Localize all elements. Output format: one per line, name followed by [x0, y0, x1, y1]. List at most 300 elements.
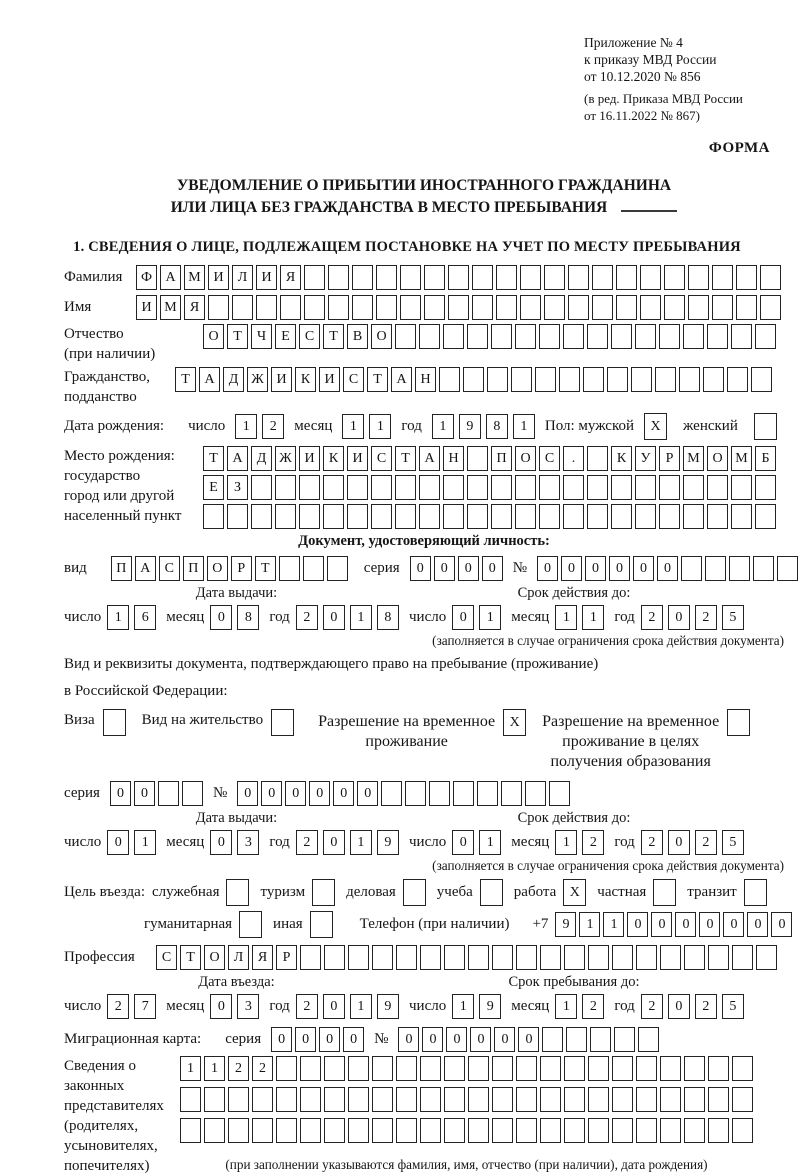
char-cell[interactable]: Я [184, 295, 205, 320]
char-cell[interactable] [347, 475, 368, 500]
char-cell[interactable] [323, 504, 344, 529]
char-cell[interactable] [540, 1118, 561, 1143]
char-cell[interactable] [251, 475, 272, 500]
char-cell[interactable] [381, 781, 402, 806]
char-cell[interactable]: 9 [479, 994, 501, 1019]
char-cell[interactable]: О [371, 324, 392, 349]
char-cell[interactable]: Н [415, 367, 436, 392]
char-cell[interactable]: 1 [603, 912, 624, 937]
char-cell[interactable]: П [111, 556, 132, 581]
char-cell[interactable] [348, 945, 369, 970]
char-cell[interactable]: 5 [722, 994, 744, 1019]
char-cell[interactable] [660, 945, 681, 970]
char-cell[interactable] [684, 1056, 705, 1081]
char-cell[interactable] [616, 295, 637, 320]
char-cell[interactable]: 0 [747, 912, 768, 937]
char-cell[interactable]: 9 [555, 912, 576, 937]
char-cell[interactable]: М [683, 446, 704, 471]
char-cell[interactable] [419, 475, 440, 500]
char-cell[interactable] [443, 504, 464, 529]
char-cell[interactable]: 0 [319, 1027, 340, 1052]
char-cell[interactable]: 2 [107, 994, 129, 1019]
char-cell[interactable]: 0 [494, 1027, 515, 1052]
char-cell[interactable]: 1 [582, 605, 604, 630]
char-cell[interactable]: Т [395, 446, 416, 471]
char-cell[interactable] [467, 446, 488, 471]
char-cell[interactable]: Р [276, 945, 297, 970]
char-cell[interactable] [300, 1118, 321, 1143]
char-cell[interactable] [372, 1118, 393, 1143]
char-cell[interactable] [424, 265, 445, 290]
char-cell[interactable] [705, 556, 726, 581]
char-cell[interactable] [405, 781, 426, 806]
char-cell[interactable]: О [515, 446, 536, 471]
char-cell[interactable]: 2 [228, 1056, 249, 1081]
char-cell[interactable] [352, 295, 373, 320]
char-cell[interactable] [760, 295, 781, 320]
char-cell[interactable] [635, 475, 656, 500]
char-cell[interactable] [516, 1118, 537, 1143]
char-cell[interactable] [612, 1056, 633, 1081]
char-cell[interactable]: 2 [296, 830, 318, 855]
char-cell[interactable] [439, 367, 460, 392]
char-cell[interactable] [348, 1118, 369, 1143]
char-cell[interactable]: 0 [771, 912, 792, 937]
char-cell[interactable] [256, 295, 277, 320]
char-cell[interactable]: О [707, 446, 728, 471]
char-cell[interactable]: А [160, 265, 181, 290]
char-cell[interactable] [327, 556, 348, 581]
char-cell[interactable] [732, 1118, 753, 1143]
char-cell[interactable]: 1 [555, 830, 577, 855]
char-cell[interactable] [683, 504, 704, 529]
char-cell[interactable] [592, 265, 613, 290]
char-cell[interactable]: 0 [295, 1027, 316, 1052]
char-cell[interactable] [732, 1087, 753, 1112]
char-cell[interactable]: Р [231, 556, 252, 581]
char-cell[interactable] [467, 475, 488, 500]
char-cell[interactable] [419, 504, 440, 529]
char-cell[interactable]: 0 [675, 912, 696, 937]
char-cell[interactable]: Н [443, 446, 464, 471]
char-cell[interactable]: 0 [271, 1027, 292, 1052]
char-cell[interactable] [587, 446, 608, 471]
char-cell[interactable]: В [347, 324, 368, 349]
char-cell[interactable] [491, 475, 512, 500]
char-cell[interactable] [396, 1087, 417, 1112]
char-cell[interactable] [659, 504, 680, 529]
char-cell[interactable] [468, 945, 489, 970]
char-cell[interactable] [566, 1027, 587, 1052]
char-cell[interactable] [684, 1118, 705, 1143]
char-cell[interactable] [400, 295, 421, 320]
char-cell[interactable]: 0 [452, 605, 474, 630]
char-cell[interactable]: С [159, 556, 180, 581]
char-cell[interactable]: Д [251, 446, 272, 471]
char-cell[interactable]: И [319, 367, 340, 392]
char-cell[interactable]: И [347, 446, 368, 471]
char-cell[interactable]: Д [223, 367, 244, 392]
char-cell[interactable] [655, 367, 676, 392]
char-cell[interactable] [444, 945, 465, 970]
char-cell[interactable] [472, 265, 493, 290]
char-cell[interactable]: К [611, 446, 632, 471]
char-cell[interactable] [611, 324, 632, 349]
char-cell[interactable] [614, 1027, 635, 1052]
char-cell[interactable]: 0 [657, 556, 678, 581]
char-cell[interactable] [612, 1087, 633, 1112]
char-cell[interactable]: 1 [342, 414, 364, 439]
char-cell[interactable] [611, 475, 632, 500]
char-cell[interactable] [777, 556, 798, 581]
char-cell[interactable] [588, 1087, 609, 1112]
char-cell[interactable] [636, 1087, 657, 1112]
char-cell[interactable]: 0 [434, 556, 455, 581]
char-cell[interactable] [754, 413, 777, 440]
char-cell[interactable]: X [563, 879, 586, 906]
char-cell[interactable] [588, 1056, 609, 1081]
char-cell[interactable] [707, 504, 728, 529]
char-cell[interactable]: 0 [210, 605, 232, 630]
char-cell[interactable]: А [391, 367, 412, 392]
char-cell[interactable] [515, 504, 536, 529]
char-cell[interactable] [753, 556, 774, 581]
char-cell[interactable] [501, 781, 522, 806]
char-cell[interactable] [516, 1056, 537, 1081]
char-cell[interactable] [751, 367, 772, 392]
char-cell[interactable]: И [299, 446, 320, 471]
char-cell[interactable] [420, 1118, 441, 1143]
char-cell[interactable]: 0 [633, 556, 654, 581]
char-cell[interactable] [468, 1118, 489, 1143]
char-cell[interactable] [348, 1056, 369, 1081]
char-cell[interactable]: С [156, 945, 177, 970]
char-cell[interactable] [744, 879, 767, 906]
char-cell[interactable] [708, 945, 729, 970]
char-cell[interactable]: 0 [585, 556, 606, 581]
char-cell[interactable]: X [644, 413, 667, 440]
char-cell[interactable] [312, 879, 335, 906]
char-cell[interactable] [477, 781, 498, 806]
char-cell[interactable]: И [136, 295, 157, 320]
char-cell[interactable]: 7 [134, 994, 156, 1019]
char-cell[interactable]: Т [203, 446, 224, 471]
char-cell[interactable] [727, 367, 748, 392]
char-cell[interactable]: 0 [609, 556, 630, 581]
char-cell[interactable]: 1 [350, 994, 372, 1019]
char-cell[interactable] [182, 781, 203, 806]
char-cell[interactable] [564, 1056, 585, 1081]
char-cell[interactable] [544, 295, 565, 320]
char-cell[interactable]: 3 [237, 994, 259, 1019]
char-cell[interactable]: 0 [343, 1027, 364, 1052]
char-cell[interactable]: О [203, 324, 224, 349]
char-cell[interactable]: И [256, 265, 277, 290]
char-cell[interactable]: М [731, 446, 752, 471]
char-cell[interactable] [542, 1027, 563, 1052]
char-cell[interactable]: Ф [136, 265, 157, 290]
char-cell[interactable] [324, 1118, 345, 1143]
char-cell[interactable] [472, 295, 493, 320]
char-cell[interactable] [708, 1118, 729, 1143]
char-cell[interactable]: 1 [579, 912, 600, 937]
char-cell[interactable] [491, 504, 512, 529]
char-cell[interactable] [703, 367, 724, 392]
char-cell[interactable] [539, 504, 560, 529]
char-cell[interactable] [372, 1056, 393, 1081]
char-cell[interactable] [540, 1056, 561, 1081]
char-cell[interactable] [419, 324, 440, 349]
char-cell[interactable] [755, 324, 776, 349]
char-cell[interactable] [487, 367, 508, 392]
char-cell[interactable] [525, 781, 546, 806]
char-cell[interactable] [492, 1056, 513, 1081]
char-cell[interactable] [653, 879, 676, 906]
char-cell[interactable] [588, 945, 609, 970]
char-cell[interactable] [395, 324, 416, 349]
char-cell[interactable]: 0 [482, 556, 503, 581]
char-cell[interactable] [729, 556, 750, 581]
char-cell[interactable] [275, 475, 296, 500]
char-cell[interactable] [347, 504, 368, 529]
char-cell[interactable]: X [503, 709, 526, 736]
char-cell[interactable] [664, 265, 685, 290]
char-cell[interactable] [684, 1087, 705, 1112]
char-cell[interactable] [592, 295, 613, 320]
char-cell[interactable] [103, 709, 126, 736]
char-cell[interactable]: С [539, 446, 560, 471]
char-cell[interactable] [516, 1087, 537, 1112]
char-cell[interactable]: 1 [452, 994, 474, 1019]
char-cell[interactable] [276, 1056, 297, 1081]
char-cell[interactable] [468, 1087, 489, 1112]
char-cell[interactable] [635, 504, 656, 529]
char-cell[interactable]: 8 [377, 605, 399, 630]
char-cell[interactable]: 6 [134, 605, 156, 630]
char-cell[interactable]: 0 [261, 781, 282, 806]
char-cell[interactable] [540, 1087, 561, 1112]
char-cell[interactable]: Я [280, 265, 301, 290]
char-cell[interactable]: 0 [357, 781, 378, 806]
char-cell[interactable] [180, 1087, 201, 1112]
char-cell[interactable] [616, 265, 637, 290]
char-cell[interactable]: 0 [668, 605, 690, 630]
char-cell[interactable]: Л [228, 945, 249, 970]
char-cell[interactable] [511, 367, 532, 392]
char-cell[interactable]: 0 [518, 1027, 539, 1052]
char-cell[interactable]: 9 [377, 830, 399, 855]
char-cell[interactable]: И [271, 367, 292, 392]
char-cell[interactable]: Т [175, 367, 196, 392]
char-cell[interactable]: 2 [252, 1056, 273, 1081]
char-cell[interactable] [371, 475, 392, 500]
char-cell[interactable]: К [295, 367, 316, 392]
char-cell[interactable] [276, 1087, 297, 1112]
char-cell[interactable]: 2 [641, 994, 663, 1019]
char-cell[interactable] [583, 367, 604, 392]
char-cell[interactable] [453, 781, 474, 806]
char-cell[interactable] [520, 265, 541, 290]
char-cell[interactable] [403, 879, 426, 906]
char-cell[interactable] [300, 1056, 321, 1081]
char-cell[interactable] [659, 475, 680, 500]
char-cell[interactable]: С [343, 367, 364, 392]
char-cell[interactable]: Е [203, 475, 224, 500]
char-cell[interactable] [736, 265, 757, 290]
char-cell[interactable] [400, 265, 421, 290]
char-cell[interactable]: 1 [555, 994, 577, 1019]
char-cell[interactable]: 5 [722, 830, 744, 855]
char-cell[interactable]: Б [755, 446, 776, 471]
char-cell[interactable] [708, 1056, 729, 1081]
char-cell[interactable]: 1 [235, 414, 257, 439]
char-cell[interactable] [688, 295, 709, 320]
char-cell[interactable]: 0 [668, 994, 690, 1019]
char-cell[interactable]: 0 [309, 781, 330, 806]
char-cell[interactable] [496, 265, 517, 290]
char-cell[interactable] [395, 475, 416, 500]
char-cell[interactable] [491, 324, 512, 349]
char-cell[interactable]: М [160, 295, 181, 320]
char-cell[interactable]: 1 [479, 605, 501, 630]
char-cell[interactable] [396, 945, 417, 970]
char-cell[interactable] [372, 945, 393, 970]
char-cell[interactable] [660, 1056, 681, 1081]
char-cell[interactable]: 1 [350, 830, 372, 855]
char-cell[interactable] [635, 324, 656, 349]
char-cell[interactable] [420, 945, 441, 970]
char-cell[interactable] [664, 295, 685, 320]
char-cell[interactable]: Л [232, 265, 253, 290]
char-cell[interactable] [683, 324, 704, 349]
char-cell[interactable]: 2 [695, 994, 717, 1019]
char-cell[interactable] [279, 556, 300, 581]
char-cell[interactable] [271, 709, 294, 736]
char-cell[interactable]: 2 [695, 605, 717, 630]
char-cell[interactable]: 0 [561, 556, 582, 581]
char-cell[interactable]: 0 [668, 830, 690, 855]
char-cell[interactable]: 0 [323, 994, 345, 1019]
char-cell[interactable]: 0 [537, 556, 558, 581]
char-cell[interactable]: 2 [296, 605, 318, 630]
char-cell[interactable] [371, 504, 392, 529]
char-cell[interactable] [252, 1118, 273, 1143]
char-cell[interactable]: 0 [237, 781, 258, 806]
char-cell[interactable] [535, 367, 556, 392]
char-cell[interactable] [180, 1118, 201, 1143]
char-cell[interactable] [496, 295, 517, 320]
char-cell[interactable]: М [184, 265, 205, 290]
char-cell[interactable]: О [204, 945, 225, 970]
char-cell[interactable] [564, 945, 585, 970]
char-cell[interactable]: 2 [582, 994, 604, 1019]
char-cell[interactable]: 0 [410, 556, 431, 581]
char-cell[interactable]: Р [659, 446, 680, 471]
char-cell[interactable] [755, 504, 776, 529]
char-cell[interactable] [732, 945, 753, 970]
char-cell[interactable]: 0 [110, 781, 131, 806]
char-cell[interactable] [396, 1056, 417, 1081]
char-cell[interactable] [640, 265, 661, 290]
char-cell[interactable] [612, 1118, 633, 1143]
char-cell[interactable] [232, 295, 253, 320]
char-cell[interactable]: 0 [446, 1027, 467, 1052]
char-cell[interactable]: А [135, 556, 156, 581]
char-cell[interactable]: З [227, 475, 248, 500]
char-cell[interactable] [310, 911, 333, 938]
char-cell[interactable] [636, 945, 657, 970]
char-cell[interactable]: 2 [641, 830, 663, 855]
char-cell[interactable] [420, 1056, 441, 1081]
char-cell[interactable]: А [227, 446, 248, 471]
char-cell[interactable] [275, 504, 296, 529]
char-cell[interactable]: 9 [377, 994, 399, 1019]
char-cell[interactable]: 0 [210, 994, 232, 1019]
char-cell[interactable] [568, 295, 589, 320]
char-cell[interactable] [467, 504, 488, 529]
char-cell[interactable] [611, 504, 632, 529]
char-cell[interactable] [636, 1118, 657, 1143]
char-cell[interactable]: Т [367, 367, 388, 392]
char-cell[interactable]: 0 [723, 912, 744, 937]
char-cell[interactable]: Ч [251, 324, 272, 349]
char-cell[interactable]: 0 [452, 830, 474, 855]
char-cell[interactable] [563, 475, 584, 500]
char-cell[interactable] [328, 265, 349, 290]
char-cell[interactable] [760, 265, 781, 290]
char-cell[interactable]: У [635, 446, 656, 471]
char-cell[interactable]: 2 [582, 830, 604, 855]
char-cell[interactable]: С [371, 446, 392, 471]
char-cell[interactable] [468, 1056, 489, 1081]
char-cell[interactable] [708, 1087, 729, 1112]
char-cell[interactable] [756, 945, 777, 970]
char-cell[interactable] [299, 504, 320, 529]
char-cell[interactable]: 1 [479, 830, 501, 855]
char-cell[interactable] [444, 1118, 465, 1143]
char-cell[interactable] [251, 504, 272, 529]
char-cell[interactable] [448, 265, 469, 290]
char-cell[interactable]: 2 [641, 605, 663, 630]
char-cell[interactable] [396, 1118, 417, 1143]
char-cell[interactable] [736, 295, 757, 320]
char-cell[interactable] [732, 1056, 753, 1081]
char-cell[interactable] [688, 265, 709, 290]
char-cell[interactable]: П [183, 556, 204, 581]
char-cell[interactable] [352, 265, 373, 290]
char-cell[interactable]: 0 [285, 781, 306, 806]
char-cell[interactable] [492, 1118, 513, 1143]
char-cell[interactable] [707, 324, 728, 349]
char-cell[interactable] [467, 324, 488, 349]
char-cell[interactable]: К [323, 446, 344, 471]
char-cell[interactable] [539, 475, 560, 500]
char-cell[interactable]: Т [180, 945, 201, 970]
char-cell[interactable]: 1 [107, 605, 129, 630]
char-cell[interactable] [463, 367, 484, 392]
char-cell[interactable]: Ж [247, 367, 268, 392]
char-cell[interactable] [376, 265, 397, 290]
char-cell[interactable]: 0 [107, 830, 129, 855]
char-cell[interactable] [520, 295, 541, 320]
char-cell[interactable] [731, 475, 752, 500]
char-cell[interactable]: А [199, 367, 220, 392]
char-cell[interactable] [208, 295, 229, 320]
char-cell[interactable]: О [207, 556, 228, 581]
char-cell[interactable] [539, 324, 560, 349]
char-cell[interactable]: 1 [204, 1056, 225, 1081]
char-cell[interactable] [429, 781, 450, 806]
